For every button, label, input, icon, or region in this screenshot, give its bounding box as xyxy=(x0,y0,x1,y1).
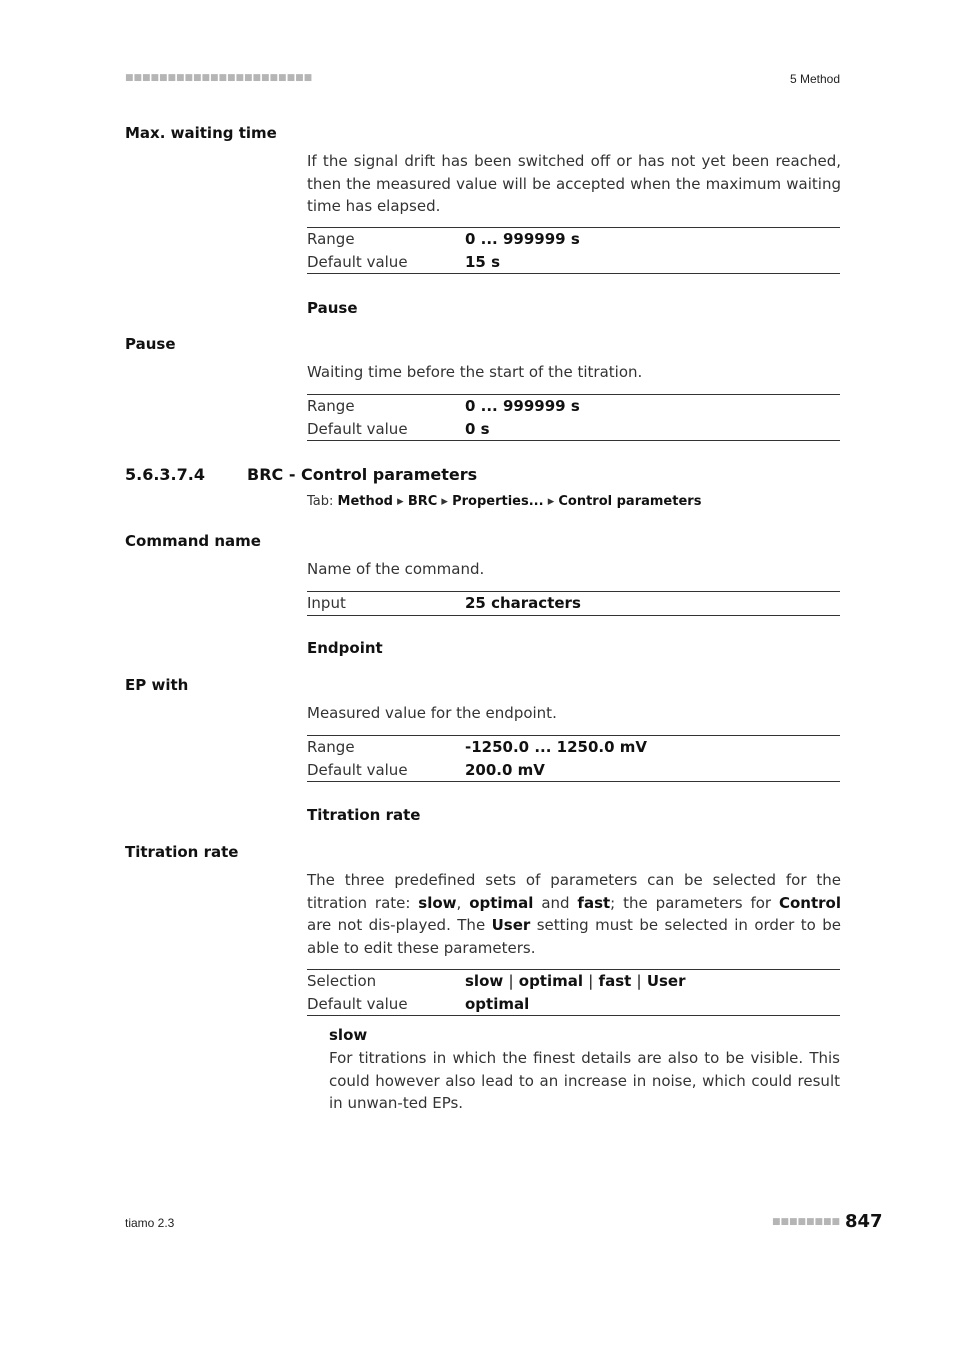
desc-emphasis: User xyxy=(491,916,531,934)
section-number: 5.6.3.7.4 xyxy=(125,465,205,484)
tab-path-arrow-icon: ▸ xyxy=(547,494,555,509)
header-decoration: ■■■■■■■■■■■■■■■■■■■■■■ xyxy=(125,73,313,83)
row-key: Default value xyxy=(307,760,408,779)
table-row xyxy=(307,418,840,441)
param-heading-max-waiting-time: Max. waiting time xyxy=(125,124,277,142)
desc-text: The three predefined sets of parameters can be selected for the titration rate: xyxy=(307,871,841,912)
desc-emphasis: optimal xyxy=(469,893,534,912)
desc-text: setting must be selected in order to be able to edit these parameters. xyxy=(307,916,841,957)
table-row xyxy=(307,251,840,274)
param-table-titration-rate xyxy=(307,969,840,1016)
desc-text: , xyxy=(456,893,470,912)
tab-path-arrow-icon: ▸ xyxy=(397,494,404,509)
row-key: Default value xyxy=(307,252,408,271)
row-key: Default value xyxy=(307,994,408,1013)
row-value: 200.0 mV xyxy=(465,760,545,779)
param-description-command-name: Name of the command. xyxy=(307,560,485,578)
table-row xyxy=(307,970,840,993)
param-description-max-waiting-time: If the signal drift has been switched off or has not yet been reached, then the measured value will be accepted when the maximum waiting time has elapsed. xyxy=(307,152,841,215)
option-title-slow: slow xyxy=(329,1026,368,1044)
desc-text: are not dis-played. The xyxy=(307,916,492,934)
table-row xyxy=(307,592,840,615)
tab-path-item-control-parameters: Control parameters xyxy=(558,494,702,509)
tab-path xyxy=(307,494,701,509)
option-user: User xyxy=(646,972,686,990)
page-number: 847 xyxy=(845,1211,883,1232)
param-heading-ep-with: EP with xyxy=(125,676,189,694)
param-table-ep-with xyxy=(307,735,840,782)
param-table-pause xyxy=(307,394,840,441)
table-row xyxy=(307,993,840,1016)
desc-text: and xyxy=(533,893,578,912)
row-key: Range xyxy=(307,738,355,756)
group-heading-pause: Pause xyxy=(307,299,358,317)
param-description-ep-with: Measured value for the endpoint. xyxy=(307,704,557,722)
desc-emphasis: fast xyxy=(577,893,611,912)
option-separator: | xyxy=(588,972,594,990)
param-description-pause: Waiting time before the start of the titration. xyxy=(307,363,643,381)
row-value xyxy=(465,970,686,993)
tab-path-item-method: Method xyxy=(337,494,393,509)
option-fast: fast xyxy=(598,972,632,990)
table-row xyxy=(307,759,840,782)
row-key: Selection xyxy=(307,972,377,990)
option-separator: | xyxy=(508,972,514,990)
table-row xyxy=(307,228,840,251)
row-value: 0 ... 999999 s xyxy=(465,397,580,415)
row-value: 0 s xyxy=(465,419,490,438)
param-description-titration-rate xyxy=(307,869,841,959)
option-slow: slow xyxy=(465,972,504,990)
row-key: Default value xyxy=(307,419,408,438)
row-value: -1250.0 ... 1250.0 mV xyxy=(465,738,647,756)
param-heading-command-name: Command name xyxy=(125,532,261,550)
desc-emphasis: slow xyxy=(418,893,457,912)
row-key: Range xyxy=(307,230,355,248)
param-heading-titration-rate: Titration rate xyxy=(125,843,239,861)
option-separator: | xyxy=(636,972,642,990)
row-value: 0 ... 999999 s xyxy=(465,230,580,248)
tab-path-prefix: Tab: xyxy=(307,494,338,509)
section-title: BRC - Control parameters xyxy=(247,465,478,484)
tab-path-item-brc: BRC xyxy=(407,494,438,509)
group-heading-titration-rate: Titration rate xyxy=(307,806,421,824)
tab-path-arrow-icon: ▸ xyxy=(441,494,448,509)
row-key: Input xyxy=(307,594,346,612)
option-optimal: optimal xyxy=(518,972,584,990)
tab-path-item-properties: Properties... xyxy=(452,494,544,509)
footer-decoration: ■■■■■■■■ xyxy=(772,1217,841,1227)
row-value: 25 characters xyxy=(465,594,581,612)
chapter-label: 5 Method xyxy=(789,72,840,86)
footer-product: tiamo 2.3 xyxy=(125,1216,175,1230)
desc-text: ; the parameters for xyxy=(610,893,779,912)
row-key: Range xyxy=(307,397,355,415)
table-row xyxy=(307,736,840,759)
table-row xyxy=(307,395,840,418)
desc-emphasis: Control xyxy=(778,893,841,912)
param-table-max-waiting-time xyxy=(307,227,840,274)
param-table-command-name xyxy=(307,591,840,616)
param-heading-pause: Pause xyxy=(125,335,176,353)
option-description-slow: For titrations in which the finest details are also to be visible. This could however also lead to an increase in noise, which could result in unwan-ted EPs. xyxy=(329,1049,840,1112)
row-value: 15 s xyxy=(465,252,501,271)
group-heading-endpoint: Endpoint xyxy=(307,639,383,657)
row-value: optimal xyxy=(465,994,530,1013)
